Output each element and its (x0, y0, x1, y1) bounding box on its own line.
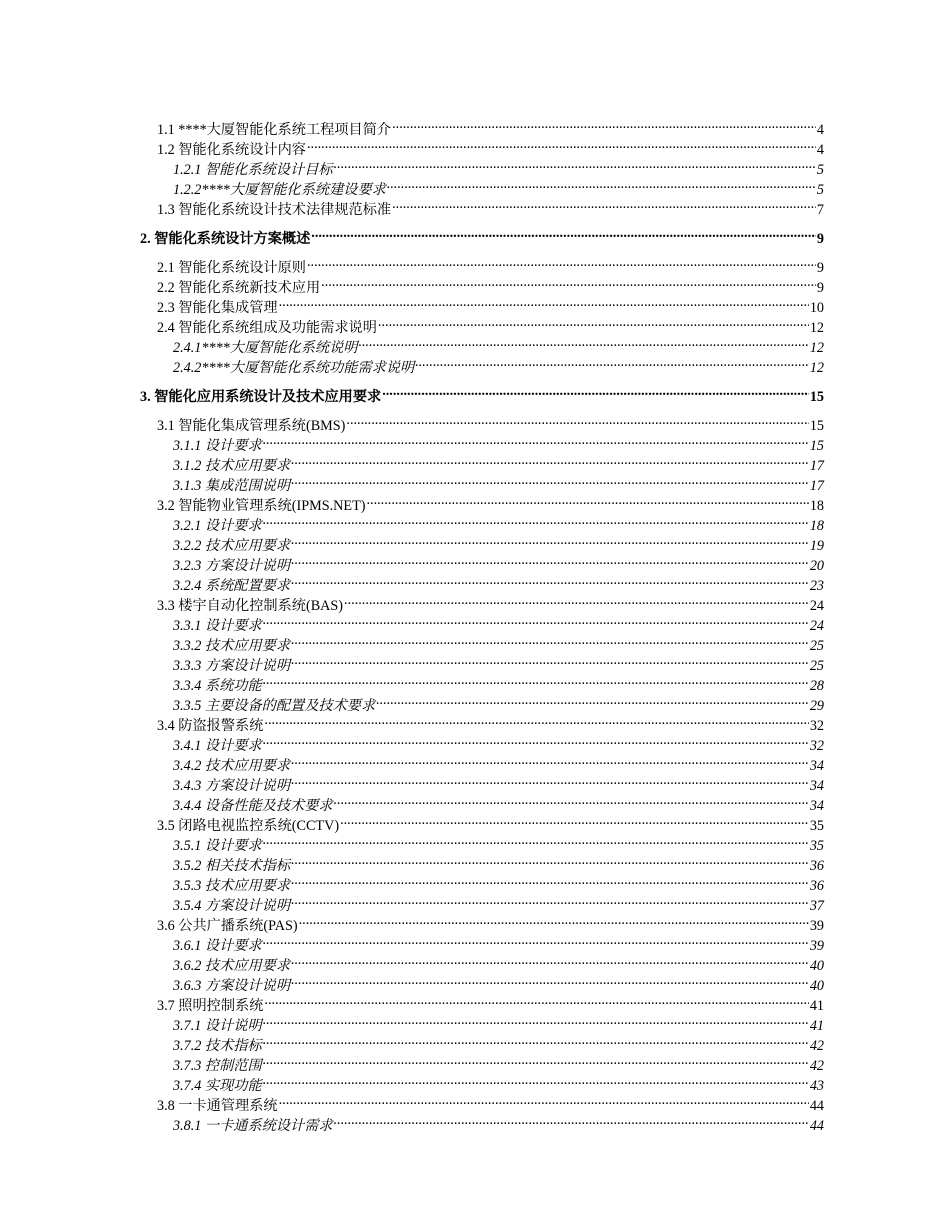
toc-entry[interactable] (140, 730, 824, 754)
toc-entry-title: 3.4.2 技术应用要求 (173, 758, 291, 774)
toc-entry-title: 3.3.1 设计要求 (173, 618, 262, 634)
toc-entry-page-number: 39 (809, 938, 824, 954)
toc-entry-page-number: 39 (809, 918, 824, 934)
toc-entry-page-number: 24 (809, 618, 824, 634)
toc-entry-title: 3.3 楼宇自动化控制系统(BAS) (157, 598, 344, 614)
toc-entry-title: 3.2.1 设计要求 (173, 518, 262, 534)
toc-dot-leader (311, 223, 816, 243)
toc-entry-title: 1.2.1 智能化系统设计目标 (173, 162, 333, 178)
toc-entry-title: 3.2.4 系统配置要求 (173, 578, 291, 594)
toc-entry-title: 2. 智能化系统设计方案概述 (140, 231, 311, 247)
toc-dot-leader (263, 730, 809, 750)
toc-entry[interactable] (140, 910, 824, 934)
table-of-contents (140, 114, 824, 1134)
toc-entry[interactable] (140, 570, 824, 594)
toc-entry-page-number: 5 (816, 182, 824, 198)
toc-entry[interactable] (140, 550, 824, 574)
toc-dot-leader (415, 352, 809, 372)
toc-dot-leader (340, 810, 809, 830)
toc-entry[interactable] (140, 490, 824, 514)
toc-entry[interactable] (140, 990, 824, 1014)
toc-entry[interactable] (140, 750, 824, 774)
toc-entry-title: 3.7.1 设计说明 (173, 1018, 262, 1034)
toc-entry-title: 3.2 智能物业管理系统(IPMS.NET) (157, 498, 366, 514)
toc-entry-page-number: 18 (809, 518, 824, 534)
toc-dot-leader (279, 1090, 809, 1110)
toc-entry-page-number: 12 (809, 340, 824, 356)
toc-entry[interactable] (140, 470, 824, 494)
toc-entry[interactable] (140, 770, 824, 794)
toc-entry-page-number: 17 (809, 458, 824, 474)
toc-entry[interactable] (140, 790, 824, 814)
toc-entry-page-number: 12 (809, 360, 824, 376)
toc-entry[interactable] (140, 450, 824, 474)
toc-entry-title: 3.1.1 设计要求 (173, 438, 262, 454)
toc-dot-leader (264, 710, 808, 730)
toc-entry-page-number: 35 (809, 818, 824, 834)
toc-entry-page-number: 15 (809, 389, 824, 405)
toc-dot-leader (263, 1050, 809, 1070)
toc-dot-leader (346, 410, 808, 430)
toc-entry[interactable] (140, 970, 824, 994)
toc-entry-title: 2.2 智能化系统新技术应用 (157, 280, 321, 296)
toc-dot-leader (299, 910, 809, 930)
toc-dot-leader (344, 590, 809, 610)
toc-dot-leader (263, 930, 809, 950)
toc-entry-page-number: 17 (809, 478, 824, 494)
toc-entry-page-number: 25 (809, 638, 824, 654)
toc-entry[interactable] (140, 850, 824, 874)
toc-entry[interactable] (140, 1090, 824, 1114)
toc-entry-title: 3.3.5 主要设备的配置及技术要求 (173, 698, 376, 714)
toc-entry-page-number: 10 (809, 300, 824, 316)
toc-entry-title: 3.8.1 一卡通系统设计需求 (173, 1118, 333, 1134)
toc-entry-title: 3.6 公共广播系统(PAS) (157, 918, 298, 934)
toc-entry-page-number: 20 (809, 558, 824, 574)
toc-dot-leader (291, 890, 809, 910)
toc-entry[interactable] (140, 134, 824, 158)
toc-entry[interactable] (140, 1110, 824, 1134)
toc-entry[interactable] (140, 410, 824, 434)
toc-dot-leader (392, 194, 816, 214)
toc-entry[interactable] (140, 610, 824, 634)
toc-dot-leader (378, 312, 809, 332)
toc-entry[interactable] (140, 381, 824, 405)
toc-dot-leader (376, 690, 809, 710)
toc-entry[interactable] (140, 332, 824, 356)
toc-entry[interactable] (140, 590, 824, 614)
toc-entry[interactable] (140, 710, 824, 734)
toc-entry-title: 3.6.2 技术应用要求 (173, 958, 291, 974)
toc-dot-leader (291, 550, 809, 570)
toc-entry-title: 3.5.1 设计要求 (173, 838, 262, 854)
toc-entry-title: 1.3 智能化系统设计技术法律规范标准 (157, 202, 392, 218)
toc-entry-page-number: 7 (816, 202, 824, 218)
toc-entry[interactable] (140, 930, 824, 954)
toc-dot-leader (291, 770, 809, 790)
toc-entry-title: 3.3.4 系统功能 (173, 678, 262, 694)
toc-entry-page-number: 19 (809, 538, 824, 554)
toc-entry[interactable] (140, 830, 824, 854)
toc-entry-page-number: 32 (809, 718, 824, 734)
toc-entry-page-number: 42 (809, 1058, 824, 1074)
toc-entry[interactable] (140, 252, 824, 276)
toc-entry-title: 2.4.2****大厦智能化系统功能需求说明 (173, 360, 415, 376)
toc-entry-page-number: 41 (809, 1018, 824, 1034)
toc-dot-leader (334, 154, 816, 174)
toc-entry-title: 3.5.3 技术应用要求 (173, 878, 291, 894)
toc-entry-page-number: 15 (809, 438, 824, 454)
toc-entry[interactable] (140, 312, 824, 336)
toc-entry[interactable] (140, 194, 824, 218)
toc-entry-title: 3.6.3 方案设计说明 (173, 978, 291, 994)
toc-entry[interactable] (140, 810, 824, 834)
toc-dot-leader (387, 174, 816, 194)
toc-entry-title: 3.2.3 方案设计说明 (173, 558, 291, 574)
toc-entry-page-number: 5 (816, 162, 824, 178)
toc-entry-page-number: 12 (809, 320, 824, 336)
toc-entry-page-number: 9 (816, 231, 824, 247)
toc-entry-title: 3.3.2 技术应用要求 (173, 638, 291, 654)
toc-dot-leader (291, 450, 809, 470)
toc-entry-title: 3.2.2 技术应用要求 (173, 538, 291, 554)
toc-dot-leader (291, 470, 809, 490)
toc-dot-leader (264, 990, 808, 1010)
toc-entry-title: 3.5.2 相关技术指标 (173, 858, 291, 874)
toc-entry-page-number: 44 (809, 1098, 824, 1114)
toc-entry[interactable] (140, 650, 824, 674)
toc-entry-title: 3.4.1 设计要求 (173, 738, 262, 754)
toc-entry-title: 2.4 智能化系统组成及功能需求说明 (157, 320, 377, 336)
toc-dot-leader (263, 1010, 809, 1030)
toc-entry-title: 2.1 智能化系统设计原则 (157, 260, 306, 276)
toc-entry-page-number: 35 (809, 838, 824, 854)
toc-entry-title: 1.2.2****大厦智能化系统建设要求 (173, 182, 386, 198)
toc-entry[interactable] (140, 870, 824, 894)
toc-entry-page-number: 37 (809, 898, 824, 914)
toc-entry-page-number: 25 (809, 658, 824, 674)
toc-entry[interactable] (140, 352, 824, 376)
toc-dot-leader (291, 850, 809, 870)
toc-entry[interactable] (140, 950, 824, 974)
toc-entry-page-number: 15 (809, 418, 824, 434)
toc-dot-leader (291, 650, 809, 670)
toc-dot-leader (334, 790, 809, 810)
toc-entry-title: 3. 智能化应用系统设计及技术应用要求 (140, 389, 382, 405)
toc-dot-leader (358, 332, 808, 352)
toc-dot-leader (291, 870, 809, 890)
toc-entry-title: 3.6.1 设计要求 (173, 938, 262, 954)
toc-entry-page-number: 34 (809, 758, 824, 774)
toc-entry[interactable] (140, 1010, 824, 1034)
toc-dot-leader (291, 970, 809, 990)
toc-entry[interactable] (140, 1070, 824, 1094)
toc-entry-title: 3.4.3 方案设计说明 (173, 778, 291, 794)
toc-dot-leader (291, 950, 809, 970)
toc-entry-title: 3.7.4 实现功能 (173, 1078, 262, 1094)
toc-entry-title: 3.4.4 设备性能及技术要求 (173, 798, 333, 814)
toc-dot-leader (263, 610, 809, 630)
toc-entry[interactable] (140, 690, 824, 714)
toc-entry-title: 3.7 照明控制系统 (157, 998, 264, 1014)
toc-entry-title: 3.3.3 方案设计说明 (173, 658, 291, 674)
toc-dot-leader (263, 1070, 809, 1090)
toc-dot-leader (291, 570, 809, 590)
toc-entry[interactable] (140, 114, 824, 138)
toc-entry[interactable] (140, 292, 824, 316)
toc-entry-page-number: 9 (816, 260, 824, 276)
toc-dot-leader (334, 1110, 809, 1130)
toc-dot-leader (291, 530, 809, 550)
toc-entry-title: 3.1 智能化集成管理系统(BMS) (157, 418, 346, 434)
toc-entry-title: 3.4 防盗报警系统 (157, 718, 264, 734)
toc-dot-leader (263, 830, 809, 850)
toc-entry-title: 3.5.4 方案设计说明 (173, 898, 291, 914)
toc-entry-page-number: 41 (809, 998, 824, 1014)
toc-entry-title: 3.1.3 集成范围说明 (173, 478, 291, 494)
toc-dot-leader (321, 272, 816, 292)
toc-entry[interactable] (140, 530, 824, 554)
toc-entry[interactable] (140, 430, 824, 454)
toc-entry[interactable] (140, 272, 824, 296)
toc-dot-leader (291, 750, 809, 770)
toc-dot-leader (366, 490, 808, 510)
toc-entry[interactable] (140, 154, 824, 178)
toc-dot-leader (263, 430, 809, 450)
toc-entry-title: 3.1.2 技术应用要求 (173, 458, 291, 474)
toc-dot-leader (279, 292, 809, 312)
toc-entry[interactable] (140, 670, 824, 694)
toc-entry-title: 2.4.1****大厦智能化系统说明 (173, 340, 358, 356)
toc-entry[interactable] (140, 630, 824, 654)
toc-entry-page-number: 18 (809, 498, 824, 514)
toc-entry-title: 3.7.2 技术指标 (173, 1038, 262, 1054)
toc-dot-leader (263, 510, 809, 530)
toc-entry-page-number: 28 (809, 678, 824, 694)
toc-entry-page-number: 29 (809, 698, 824, 714)
toc-entry[interactable] (140, 1050, 824, 1074)
toc-entry-title: 1.2 智能化系统设计内容 (157, 142, 306, 158)
toc-entry-title: 1.1 ****大厦智能化系统工程项目简介 (157, 122, 392, 138)
toc-dot-leader (263, 670, 809, 690)
toc-dot-leader (307, 252, 816, 272)
toc-entry-page-number: 44 (809, 1118, 824, 1134)
toc-entry-page-number: 4 (816, 142, 824, 158)
toc-entry-title: 3.7.3 控制范围 (173, 1058, 262, 1074)
toc-dot-leader (263, 1030, 809, 1050)
toc-entry[interactable] (140, 510, 824, 534)
toc-entry-page-number: 9 (816, 280, 824, 296)
toc-entry-page-number: 34 (809, 798, 824, 814)
toc-entry-page-number: 24 (809, 598, 824, 614)
toc-entry-page-number: 42 (809, 1038, 824, 1054)
toc-entry-page-number: 36 (809, 858, 824, 874)
toc-dot-leader (291, 630, 809, 650)
toc-entry-title: 3.8 一卡通管理系统 (157, 1098, 278, 1114)
toc-entry-page-number: 36 (809, 878, 824, 894)
toc-entry-page-number: 4 (816, 122, 824, 138)
toc-entry-page-number: 32 (809, 738, 824, 754)
toc-entry-page-number: 40 (809, 958, 824, 974)
toc-entry-title: 2.3 智能化集成管理 (157, 300, 278, 316)
toc-dot-leader (307, 134, 816, 154)
toc-dot-leader (392, 114, 816, 134)
toc-entry-page-number: 23 (809, 578, 824, 594)
toc-entry[interactable] (140, 890, 824, 914)
toc-dot-leader (382, 381, 809, 401)
toc-entry-page-number: 34 (809, 778, 824, 794)
toc-entry[interactable] (140, 1030, 824, 1054)
toc-entry-page-number: 40 (809, 978, 824, 994)
toc-entry-page-number: 43 (809, 1078, 824, 1094)
toc-entry[interactable] (140, 223, 824, 247)
toc-entry[interactable] (140, 174, 824, 198)
toc-entry-title: 3.5 闭路电视监控系统(CCTV) (157, 818, 340, 834)
